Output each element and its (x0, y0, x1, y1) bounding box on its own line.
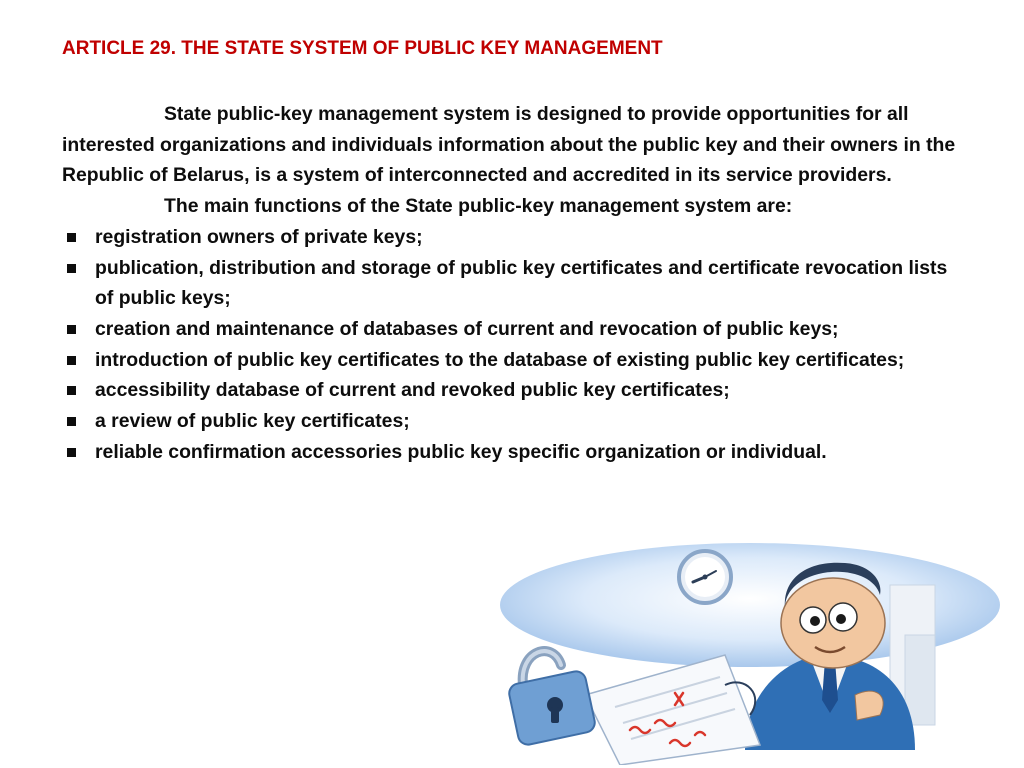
slide-body (62, 99, 962, 467)
slide-title: ARTICLE 29. THE STATE SYSTEM OF PUBLIC KEY MANAGEMENT (62, 38, 663, 59)
list-item (62, 375, 962, 406)
list-item (62, 345, 962, 376)
list-item-text: a review of public key certificates; (95, 410, 410, 433)
key-management-illustration (495, 535, 1005, 765)
bullet-icon (67, 325, 76, 334)
bullet-icon (67, 448, 76, 457)
bullet-icon (67, 233, 76, 242)
clock-icon (679, 551, 731, 603)
list-item (62, 406, 962, 437)
list-item-text: reliable confirmation accessories public key specific organization or individual. (95, 440, 827, 463)
list-item-text: creation and maintenance of databases of current and revocation of public keys; (95, 317, 839, 340)
padlock-icon (507, 651, 596, 746)
list-item (62, 253, 962, 314)
list-item-text: publication, distribution and storage of public key certificates and certificate revocation lists of public keys; (95, 256, 948, 310)
intro-paragraph: State public-key management system is designed to provide opportunities for all interested organizations and individuals information about the public key and their owners in the Republic of Belarus, is a system of interconnected and accredited in its service providers. (62, 103, 956, 187)
list-item-text: accessibility database of current and revoked public key certificates; (95, 379, 730, 402)
list-item (62, 437, 962, 468)
bullet-icon (67, 386, 76, 395)
functions-list (62, 222, 962, 468)
bullet-icon (67, 417, 76, 426)
list-item-text: registration owners of private keys; (95, 225, 423, 248)
functions-intro: The main functions of the State public-key management system are: (164, 195, 793, 218)
certificate-document-icon (585, 655, 760, 765)
list-item (62, 314, 962, 345)
bullet-icon (67, 264, 76, 273)
list-item (62, 222, 962, 253)
bullet-icon (67, 356, 76, 365)
list-item-text: introduction of public key certificates to the database of existing public key certificates; (95, 348, 905, 371)
